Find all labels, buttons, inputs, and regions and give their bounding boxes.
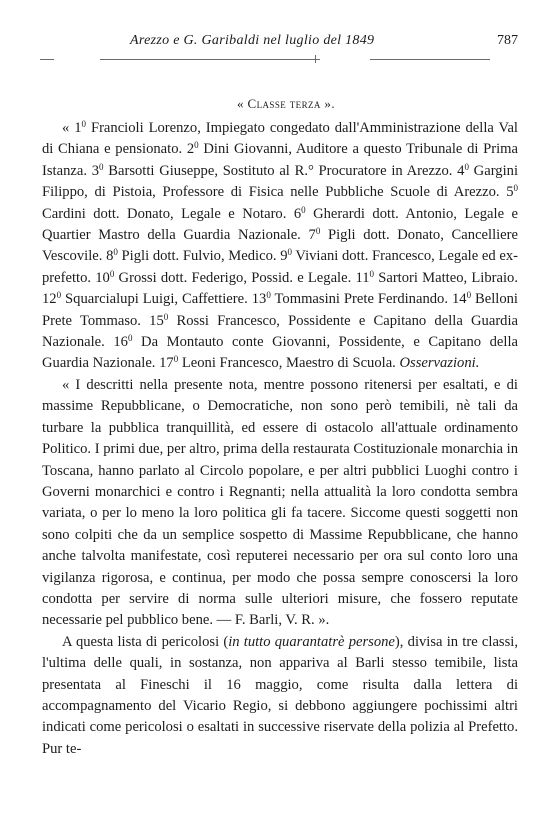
entry-text: Tommasini Prete Ferdinando.: [270, 291, 452, 308]
ordinal-mark: 0: [99, 161, 104, 172]
entry-number: 8: [106, 248, 114, 265]
ordinal-mark: 0: [173, 354, 179, 365]
entry-text: Rossi Francesco, Possidente e Capitano della Guardia Nazionale.: [42, 312, 519, 351]
entry-text: Pigli dott. Fulvio, Medico.: [117, 248, 281, 265]
entry-text: Leoni Francesco, Maestro di Scuola.: [178, 355, 400, 372]
ordinal-mark: 0: [266, 290, 271, 301]
entry-number: 7: [308, 227, 316, 244]
list-entry: [106, 248, 280, 264]
list-entry: [159, 355, 399, 371]
entry-number: 14: [451, 291, 467, 308]
entry-number: 17: [159, 355, 174, 372]
ordinal-mark: 0: [513, 183, 518, 194]
entry-number: 13: [251, 291, 267, 308]
entry-number: 15: [149, 312, 164, 329]
ordinal-mark: 0: [109, 268, 115, 279]
entry-number: 9: [280, 248, 288, 265]
ordinal-mark: 0: [113, 247, 118, 258]
ordinal-mark: 0: [56, 290, 62, 301]
observations-paragraph: [42, 375, 518, 632]
ordinal-mark: 0: [301, 204, 306, 215]
list-entry: [355, 270, 518, 286]
entry-text: Dini Giovanni, Auditore a questo Tribunale di Prima Istanza.: [42, 141, 518, 179]
page-number: 787: [497, 33, 518, 48]
ordinal-mark: 0: [81, 119, 87, 129]
entry-number: 12: [42, 291, 57, 308]
entry-number: 2: [186, 141, 195, 158]
ordinal-mark: 0: [464, 161, 469, 172]
entry-number: 4: [457, 162, 465, 179]
entry-text: Squarcialupi Luigi, Caffettiere.: [61, 291, 252, 308]
entry-number: 10: [95, 269, 110, 286]
ordinal-mark: 0: [369, 268, 375, 279]
entry-text: Viviani dott. Francesco, Legale ed ex-prefetto.: [42, 248, 518, 286]
list-entry: [42, 291, 252, 307]
entry-text: Belloni Prete Tommaso.: [42, 291, 518, 329]
list-entry: [95, 270, 355, 286]
entry-text: Gherardi dott. Antonio, Legale e Quartier Mastro della Guardia Nazionale.: [42, 205, 518, 244]
ordinal-mark: 0: [287, 247, 292, 258]
header-rule: [40, 59, 518, 60]
list-paragraph: « $1^0$ Francioli Lorenzo, Impiegato congedato dall'Amministrazione della Val di Chiana e pensionato. $2^0$ Dini Giovanni, Auditore a questo Tribunale di Prima Istanza. $3^0$ Barsotti Giuseppe, Sostituto al R.° Procuratore in Arezzo. $4^0$ Gargini Filippo, di Pistoia, Professore di Fisica nelle Pubbliche Scuole di Arezzo. $5^0$ Cardini dott. Donato, Legale e Notaro. $6^0$ Gherardi dott. Antonio, Legale e Quartier Mastro della Guardia Nazionale. $7^0$ Pigli dott. Donato, Cancelliere Vescovile. $8^0$ Pigli dott. Fulvio, Medico. $9^0$ Viviani dott. Francesco, Legale ed ex-prefetto. $10^0$ Grossi dott. Federigo, Possid. e Legale. $11^0$ Sartori Matteo, Libraio. $12^0$ Squarcialupi Luigi, Caffettiere. $13^0$ Tommasini Prete Ferdinando. $14^0$ Belloni Prete Tommaso. $15^0$ Rossi Francesco, Possidente e Capitano della Guardia Nazionale. $16^0$ Da Montauto conte Giovanni, Possidente, e Capitano della Guardia Nazionale. $17^0$ Leoni Francesco, Maestro di Scuola. Osservazioni.: [42, 119, 519, 372]
body-text: [42, 118, 518, 760]
entry-number: 16: [113, 334, 128, 351]
entry-text: Da Montauto conte Giovanni, Possidente, e Capitano della Guardia Nazionale.: [42, 334, 518, 372]
section-title: « Classe terza ».: [237, 96, 335, 111]
entry-text: Francioli Lorenzo, Impiegato congedato dall'Amministrazione della Val di Chiana e pensionato.: [42, 120, 518, 158]
final-paragraph: A questa lista di pericolosi (in tutto quarantatrè persone), divisa in tre classi, l'ultima delle quali, in sostanza, non appariva al Barli stesso temibile, lista presentata al Fineschi il 16 maggio, come risulta dalla lettera di accompagnamento del Vicario Regio, si debbono aggiungere pochissimi altri indicati come pericolosi o esaltati in successive riservate della polizia al Prefetto. Pur te-: [42, 633, 518, 757]
ordinal-mark: 0: [163, 311, 169, 322]
observations-text: « I descritti nella presente nota, mentre possono ritenersi per esaltati, e di massime Repubblicane, o Democratiche, non sono però temibili, nè tali da turbare la pubblica tranquillità, ed essere di ostacolo all'attuale ordinamento Politico. I primi due, per altro, prima della restaurata Costituzionale monarchia in Toscana, hanno parlato al Circolo popolare, e per altri pubblici Luoghi contro i Governi monarchici e contro i Regnanti; nella attualità la loro condotta sembra variata, o per lo meno la loro politica gli fa tacere. Siccome questi soggetti non sono colpiti che da un semplice sospetto di Massime Repubblicane, che hanno anche talvolta manifestate, così reputerei necessario per ora sul conto loro una vigilanza rigorosa, e continua, per modo che possa sempre conoscersi la loro condotta per servire di norma sulle ulteriori misure, che fossero reputate necessarie pel pubblico bene.: [42, 376, 518, 629]
ordinal-mark: 0: [194, 140, 199, 151]
entry-number: 5: [506, 184, 514, 201]
italic-aside: in tutto quarantatrè persone: [228, 633, 395, 650]
entry-number: 11: [355, 269, 370, 286]
observations-heading: Osservazioni.: [399, 355, 480, 372]
entry-number: 6: [293, 205, 302, 222]
entry-text: Pigli dott. Donato, Cancelliere Vescovile.: [42, 227, 518, 265]
signature: — F. Barli, V. R. ».: [216, 612, 330, 629]
ordinal-mark: 0: [315, 226, 321, 237]
entry-number: 3: [91, 162, 100, 179]
entry-text: Cardini dott. Donato, Legale e Notaro.: [42, 205, 294, 222]
running-title: Arezzo e G. Garibaldi nel luglio del 1849: [130, 33, 375, 48]
entry-text: Gargini Filippo, di Pistoia, Professore di Fisica nelle Pubbliche Scuole di Arezzo.: [42, 162, 519, 201]
ordinal-mark: 0: [466, 290, 472, 301]
entry-text: Grossi dott. Federigo, Possid. e Legale.: [114, 269, 356, 286]
ordinal-mark: 0: [127, 333, 133, 344]
entry-number: 1: [74, 120, 82, 136]
entry-text: Barsotti Giuseppe, Sostituto al R.° Procuratore in Arezzo.: [103, 162, 458, 179]
entry-text: Sartori Matteo, Libraio.: [374, 269, 518, 286]
running-head: [40, 33, 518, 53]
list-entry: [252, 291, 452, 307]
list-entry: [92, 163, 457, 179]
